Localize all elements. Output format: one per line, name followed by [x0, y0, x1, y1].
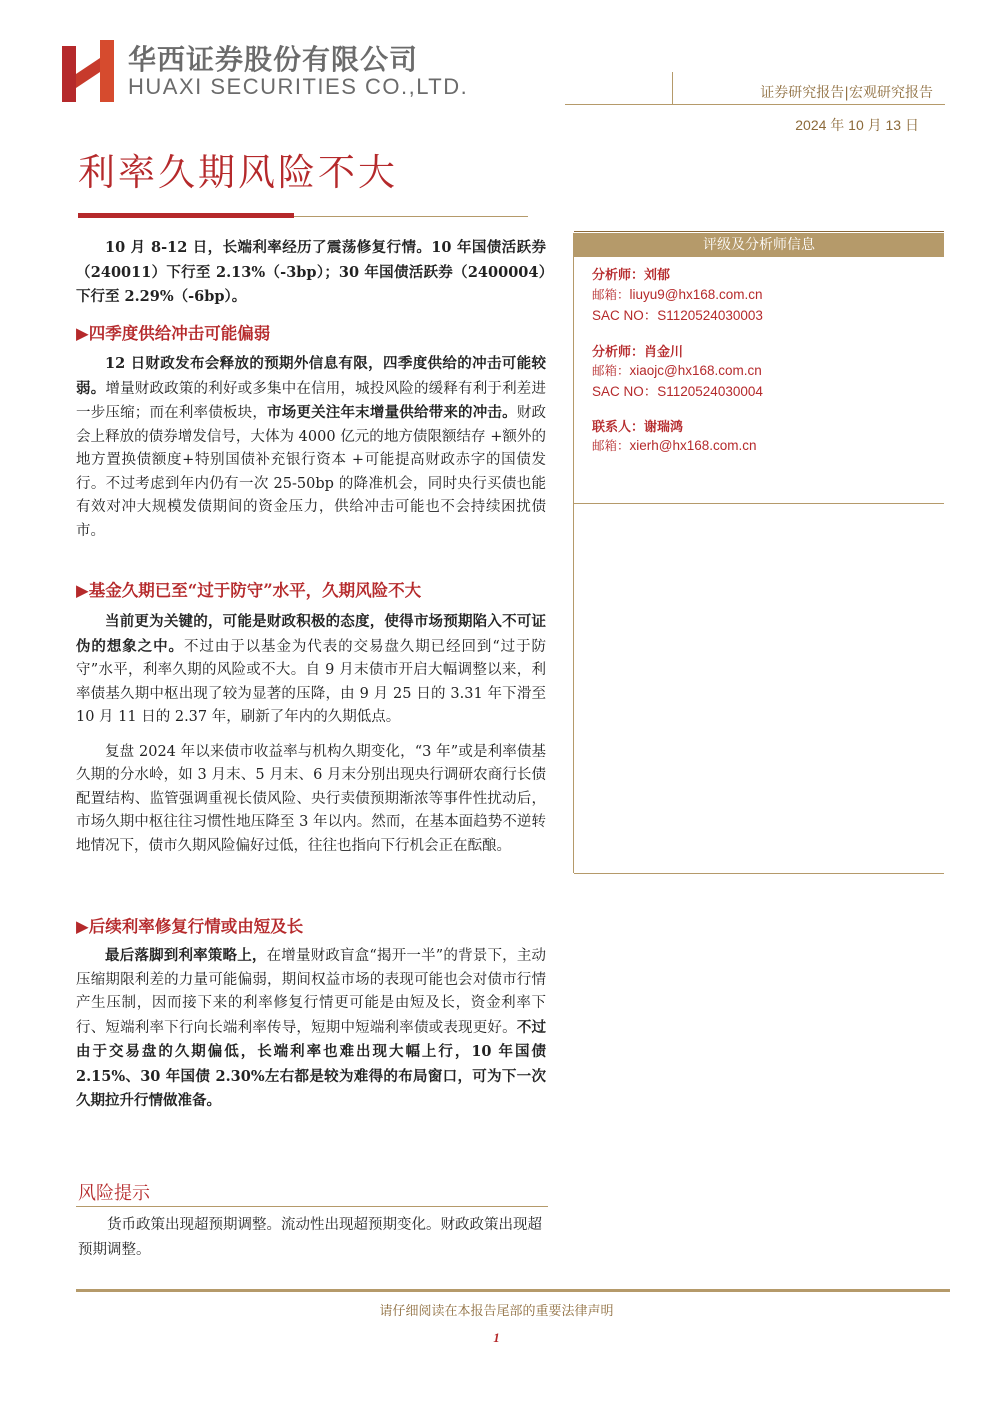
risk-rule — [76, 1206, 548, 1207]
section-2-body: 当前更为关键的，可能是财政积极的态度，使得市场预期陷入不可证伪的想象之中。不过由于以基金为代表的交易盘久期已经回到“过于防守”水平，利率久期的风险或不大。自 9 月末债市开启大幅调整以来，利率债基久期中枢出现了较为显著的压降，由 9 月 25 日的 3.31 年下滑至 10 月 11 日的 2.37 年，刷新了年内的久期低点。 复盘 2024 年以来债市收益率与机构久期变化，“3 年”或是利率债基久期的分水岭，如 3 月末、5 月末、6 月末分别出现央行调研农商行长债配置结构、监管强调重视长债风险、央行卖债预期渐浓等事件性扰动后，市场久期中枢往往习惯性地压降至 3 年以内。然而，在基本面趋势不逆转地情况下，债市久期风险偏好过低，往往也指向下行机会正在酝酿。 — [76, 613, 546, 854]
company-name-cn: 华西证券股份有限公司 — [128, 43, 419, 76]
section-1-body: 12 日财政发布会释放的预期外信息有限，四季度供给的冲击可能较弱。增量财政政策的利好或多集中在信用，城投风险的缓释有利于利差进一步压缩；而在利率债板块，市场更关注年末增量供给带来的冲击。财政会上释放的债券增发信号，大体为 4000 亿元的地方债限额结存 +额外的地方置换债额度+特别国债补充银行资本 +可能提高财政赤字的国债发行。不过考虑到年内仍有一次 25-50bp 的降准机会，同时央行买债也能有效对冲大规模发债期间的资金压力，供给冲击可能也不会持续困扰债市。 — [76, 355, 547, 539]
analyst-name: 分析师：肖金川 — [592, 345, 684, 360]
analyst-email[interactable]: 邮箱：liuyu9@hx168.com.cn — [592, 287, 763, 302]
title-rule — [294, 216, 528, 217]
sidebar-divider — [573, 233, 574, 873]
report-date: 2024 年 10 月 13 日 — [795, 117, 919, 133]
report-type: 证券研究报告|宏观研究报告 — [760, 85, 933, 101]
contact-name: 联系人：谢瑞鸿 — [592, 420, 684, 435]
sidebar-title: 评级及分析师信息 — [574, 233, 944, 257]
page-number: 1 — [493, 1330, 500, 1345]
risk-title: 风险提示 — [78, 1183, 150, 1204]
risk-text: 货币政策出现超预期调整。流动性出现超预期变化。财政政策出现超预期调整。 — [78, 1217, 542, 1258]
page-title: 利率久期风险不大 — [78, 151, 398, 194]
intro-paragraph: 10 月 8-12 日，长端利率经历了震荡修复行情。10 年国债活跃券（240011）下行至 2.13%（-3bp）；30 年国债活跃券（2400004）下行至 2.29%（-6bp）。 — [76, 239, 546, 305]
sidebar-separator — [574, 503, 944, 504]
section-heading-3: ▶后续利率修复行情或由短及长 — [76, 917, 304, 936]
section-heading-2: ▶基金久期已至“过于防守”水平，久期风险不大 — [76, 581, 422, 600]
triangle-icon: ▶ — [76, 581, 89, 600]
huaxi-logo-icon — [62, 40, 114, 102]
triangle-icon: ▶ — [76, 917, 89, 936]
contact-email[interactable]: 邮箱：xierh@hx168.com.cn — [592, 438, 757, 453]
analyst-sac: SAC NO：S1120524030003 — [592, 308, 763, 323]
analyst-email[interactable]: 邮箱：xiaojc@hx168.com.cn — [592, 363, 762, 378]
analyst-name: 分析师：刘郁 — [592, 268, 671, 283]
analyst-sac: SAC NO：S1120524030004 — [592, 384, 763, 399]
section-heading-1: ▶四季度供给冲击可能偏弱 — [76, 324, 271, 343]
sidebar-top-rule — [574, 231, 944, 232]
triangle-icon: ▶ — [76, 324, 89, 343]
header-rule — [565, 104, 945, 105]
footer-disclaimer: 请仔细阅读在本报告尾部的重要法律声明 — [379, 1304, 614, 1319]
company-name-en: HUAXI SECURITIES CO.,LTD. — [128, 74, 469, 99]
header-divider — [672, 72, 673, 104]
footer-rule — [76, 1289, 950, 1292]
title-underline — [78, 213, 294, 218]
section-3-body: 最后落脚到利率策略上，在增量财政盲盒“揭开一半”的背景下，主动压缩期限利差的力量可能偏弱，期间权益市场的表现可能也会对债市行情产生压制，因而接下来的利率修复行情更可能是由短及长，资金利率下行、短端利率下行向长端利率传导，短期中短端利率债或表现更好。不过由于交易盘的久期偏低，长端利率也难出现大幅上行，10 年国债 2.15%、30 年国债 2.30%左右都是较为难得的布局窗口，可为下一次久期拉升行情做准备。 — [76, 947, 547, 1109]
sidebar-bottom-rule — [574, 873, 944, 874]
